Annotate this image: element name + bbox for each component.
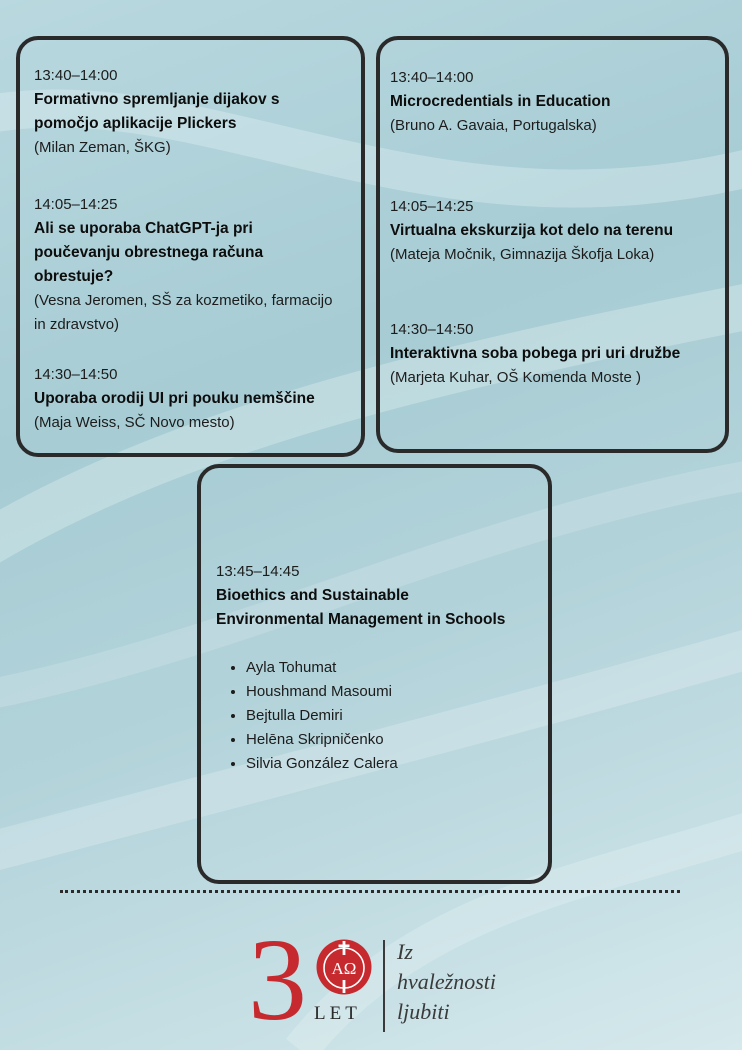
bottom-program-card — [197, 464, 552, 884]
logo-number: 3 — [248, 914, 307, 1045]
session-time: 13:40–14:00 — [34, 67, 118, 84]
session-title-line: Interaktivna soba pobega pri uri družbe — [390, 345, 681, 362]
session-left-1 — [34, 64, 364, 160]
speaker-list-item: • Silvia González Calera — [246, 752, 546, 776]
session-speaker: (Maja Weiss, SČ Novo mesto) — [34, 414, 235, 431]
session-title-line: Ali se uporaba ChatGPT-ja pri — [34, 220, 253, 237]
session-time: 13:40–14:00 — [390, 69, 474, 86]
slogan — [397, 937, 496, 1027]
session-bottom — [216, 560, 546, 776]
session-time: 14:05–14:25 — [390, 198, 474, 215]
session-title-line: pomočjo aplikacije Plickers — [34, 115, 237, 132]
speaker-list — [216, 656, 546, 776]
session-title-line: Microcredentials in Education — [390, 93, 611, 110]
left-program-card — [16, 36, 365, 457]
session-title-line: obrestuje? — [34, 268, 114, 285]
session-speaker: (Mateja Močnik, Gimnazija Škofja Loka) — [390, 246, 655, 263]
session-title-line: Environmental Management in Schools — [216, 611, 506, 628]
session-time: 14:05–14:25 — [34, 196, 118, 213]
logo-divider — [383, 940, 385, 1032]
logo-let: LET — [314, 1003, 361, 1024]
session-time: 14:30–14:50 — [34, 366, 118, 383]
session-title-line: Virtualna ekskurzija kot delo na terenu — [390, 222, 674, 239]
slogan-line: Iz — [397, 939, 413, 964]
session-left-2 — [34, 193, 364, 337]
session-title-line: Bioethics and Sustainable — [216, 587, 409, 604]
speaker-list-item: • Bejtulla Demiri — [246, 704, 546, 728]
session-speaker: (Bruno A. Gavaia, Portugalska) — [390, 117, 597, 134]
session-right-1 — [390, 66, 730, 138]
session-speaker: (Milan Zeman, ŠKG) — [34, 139, 171, 156]
dotted-divider — [60, 890, 680, 893]
session-speaker: in zdravstvo) — [34, 316, 120, 333]
session-title-line: Formativno spremljanje dijakov s — [34, 91, 280, 108]
session-right-3 — [390, 318, 730, 390]
session-time: 14:30–14:50 — [390, 321, 474, 338]
speaker-list-item: • Helēna Skripničenko — [246, 728, 546, 752]
speaker-list-item: • Houshmand Masoumi — [246, 680, 546, 704]
session-right-2 — [390, 195, 730, 267]
right-program-card — [376, 36, 729, 453]
session-speaker: (Vesna Jeromen, SŠ za kozmetiko, farmacijo — [34, 292, 333, 309]
slogan-line: hvaležnosti — [397, 969, 496, 994]
session-left-3 — [34, 363, 364, 435]
slogan-line: ljubiti — [397, 999, 450, 1024]
speaker-list-item: • Ayla Tohumat — [246, 656, 546, 680]
session-title-line: Uporaba orodij UI pri pouku nemščine — [34, 390, 315, 407]
emblem-text: AΩ — [331, 959, 357, 978]
alpha-omega-emblem-icon — [315, 938, 373, 996]
session-title-line: poučevanju obrestnega računa — [34, 244, 264, 261]
session-speaker: (Marjeta Kuhar, OŠ Komenda Moste ) — [390, 369, 641, 386]
session-time: 13:45–14:45 — [216, 563, 300, 580]
